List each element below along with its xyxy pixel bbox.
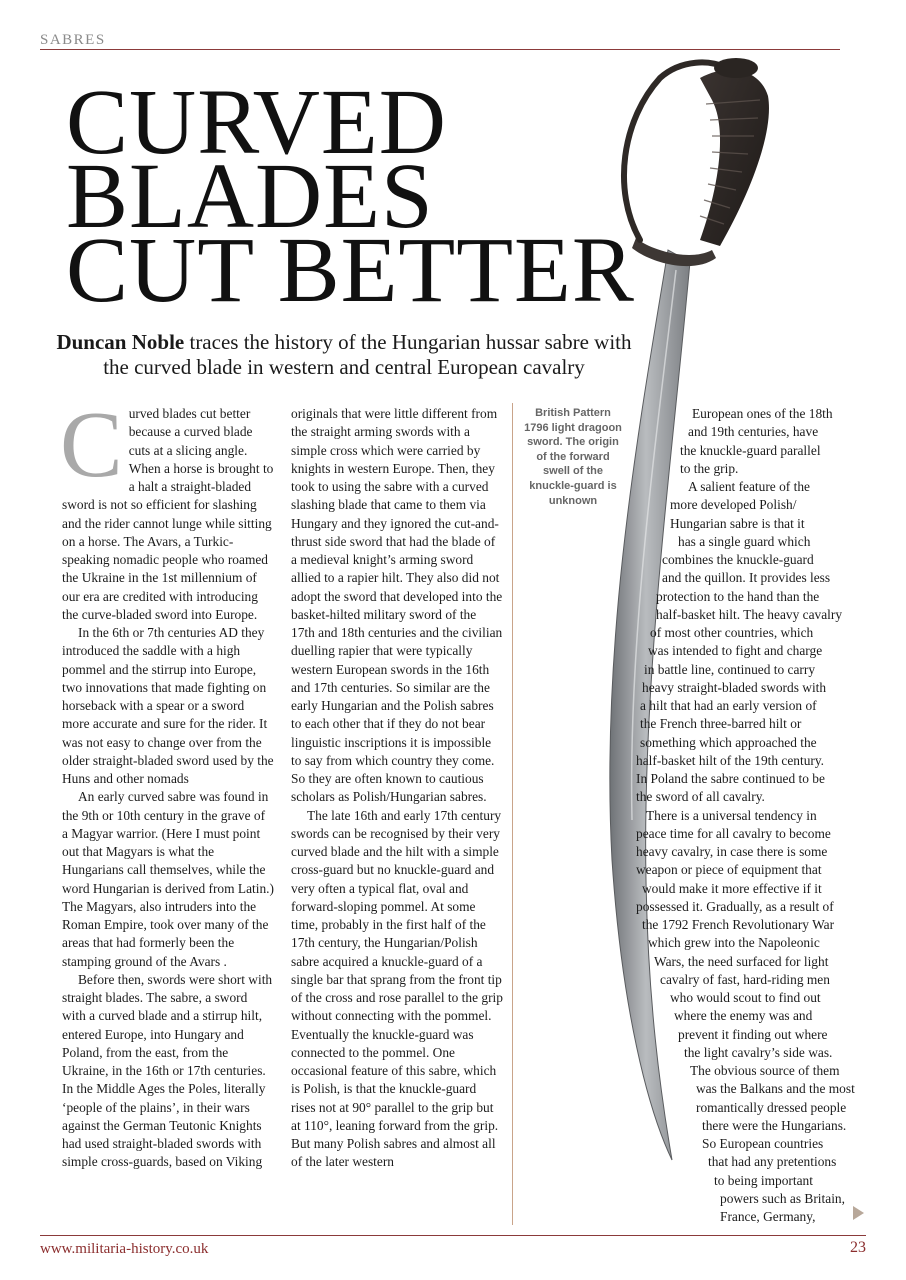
text-line: to being important (714, 1172, 813, 1188)
text-line: combines the knuckle-guard (662, 552, 814, 567)
text-line: a hilt that had an early version of (640, 698, 817, 713)
text-line: prevent it finding out where (678, 1026, 828, 1042)
text-line: more developed Polish/ (670, 497, 797, 513)
text-line: was the Balkans and the most (696, 1081, 855, 1097)
continue-arrow-icon (853, 1206, 864, 1220)
column-1 (60, 393, 274, 1172)
text-line: The obvious source of them (690, 1063, 840, 1078)
page-number: 23 (850, 1239, 866, 1256)
text-line: and the quillon. It provides less (662, 570, 831, 586)
standfirst (44, 330, 644, 380)
paragraph: urved blades cut better because a curved blade cuts at a slicing angle. When a horse is brought to a halt a straight-bladed sword is not so efficient for slashing and the rider cannot lunge while sitting on a horse. The Avars, a Turkic-speaking nomadic people who roamed the Ukraine in the 1st millennium of our era are credited with introducing the curve-bladed sword into Europe. (62, 406, 274, 622)
author-name: Duncan Noble (56, 330, 185, 354)
text-line: half-basket hilt of the 19th century. (636, 752, 825, 768)
headline-line: CUT BETTER (66, 219, 635, 322)
text-line: where the enemy was and (674, 1008, 813, 1024)
text-line: possessed it. Gradually, as a result of (636, 898, 834, 914)
paragraph: originals that were little different from the straight arming swords with a simple cross which were carried by knights in western Europe. Then, they took to using the sabre with a curved slashing blade that came to them via Hungary and they ignored the cut-and-thrust side sword that had the blade of a medieval knight’s arming sword allied to a rapier hilt. They also did not adopt the sword that developed into the basket-hilted military sword of the 17th and 18th centuries and the civilian duelling rapier that were typically western European swords in the 16th and 17th centuries. So similar are the early Hungarian and the Polish sabres to each other that if they do not bear linguistic inscriptions it is impossible to say from which country they come. So they are often known to cautious scholars as Polish/Hungarian sabres. (291, 406, 503, 805)
headline-line: CURVED (66, 71, 447, 174)
paragraph: The late 16th and early 17th century swords can be recognised by their very curved blade and the hilt with a simple cross-guard but no knuckle-guard and very often a typical flat, oval and forward-sloping pommel. At some time, probably in the first half of the 17th century, the Hungarian/Polish sabre acquired a knuckle-guard of a single bar that sprang from the front tip of the cross and rose parallel to the grip without connecting with the pommel. Eventually the knuckle-guard was connected to the pommel. One occasional feature of this sabre, which is Polish, is that the knuckle-guard rises not at 90° parallel to the grip but at 110°, leaning forward from the grip. But many Polish sabres and almost all of the later western (291, 807, 503, 1170)
text-line: So European countries (702, 1136, 824, 1151)
text-line: the light cavalry’s side was. (684, 1044, 833, 1060)
text-line: has a single guard which (678, 533, 811, 549)
text-line: heavy cavalry, in case there is some (636, 844, 828, 859)
text-line: that had any pretentions (708, 1154, 837, 1170)
text-line: European ones of the 18th (692, 406, 833, 421)
standfirst-text: traces the history of the Hungarian hussar sabre with the curved blade in western and central European cavalry (103, 330, 632, 379)
text-line: In Poland the sabre continued to be (636, 771, 825, 786)
column-2 (291, 405, 503, 1172)
text-line: was intended to fight and charge (648, 643, 823, 659)
text-line: romantically dressed people (696, 1099, 847, 1115)
text-line: half-basket hilt. The heavy cavalry (656, 606, 843, 622)
column-3 (630, 405, 855, 1226)
column-divider (512, 403, 513, 1225)
text-line: Wars, the need surfaced for light (654, 953, 829, 969)
text-line: the French three-barred hilt or (640, 716, 802, 732)
text-line: the knuckle-guard parallel (680, 442, 821, 458)
paragraph: In the 6th or 7th centuries AD they introduced the saddle with a high pommel and the stirrup into Europe, two innovations that made fighting on horseback with a spear or a sword more accurate and sure for the rider. It was not easy to change over from the older straight-bladed sword used by the Huns and other nomads (62, 625, 274, 786)
footer-url[interactable]: www.militaria-history.co.uk (40, 1241, 209, 1257)
text-line: heavy straight-bladed swords with (642, 679, 827, 695)
drop-cap: C (60, 393, 123, 497)
text-line: something which approached the (640, 734, 817, 750)
paragraph: Before then, swords were short with straight blades. The sabre, a sword with a curved blade and a stirrup hilt, entered Europe, into Hungary and Poland, from the east, from the Ukraine, in the 16th or 17th centuries. In the Middle Ages the Poles, literally ‘people of the plains’, in their wars against the German Teutonic Knights had used straight-bladed swords with simple cross-guards, based on Viking (62, 971, 273, 1170)
text-line: and 19th centuries, have (688, 424, 819, 440)
text-line: in battle line, continued to carry (644, 661, 816, 677)
top-rule (40, 49, 840, 50)
section-label: SABRES (40, 32, 106, 48)
text-line: weapon or piece of equipment that (636, 862, 822, 878)
photo-caption: British Pattern 1796 light dragoon sword. The origin of the forward swell of the knuckle-guard is unknown (524, 407, 622, 507)
text-line: There is a universal tendency in (646, 807, 817, 823)
text-line: there were the Hungarians. (702, 1117, 847, 1133)
text-line: protection to the hand than the (656, 588, 820, 604)
paragraph: An early curved sabre was found in the 9th or 10th century in the grave of a Magyar warrior. (Here I must point out that Magyars is what the Hungarians call themselves, while the word Hungarian is derived from Latin.) The Magyars, also intruders into the Roman Empire, took over many of the areas that had formerly been the stamping ground of the Avars . (62, 789, 274, 969)
text-line: which grew into the Napoleonic (648, 935, 820, 951)
text-line: would make it more effective if it (642, 880, 822, 896)
text-line: the 1792 French Revolutionary War (642, 917, 835, 932)
text-line: cavalry of fast, hard-riding men (660, 971, 830, 987)
text-line: who would scout to find out (670, 990, 821, 1005)
bottom-rule (40, 1235, 866, 1236)
text-line: powers such as Britain, (720, 1190, 845, 1206)
headline-line: BLADES (66, 145, 434, 248)
text-line: of most other countries, which (650, 625, 814, 640)
text-line: the sword of all cavalry. (636, 789, 765, 805)
text-line: to the grip. (680, 460, 739, 476)
text-line: peace time for all cavalry to become (636, 825, 831, 841)
headline (66, 71, 635, 322)
text-line: Hungarian sabre is that it (670, 515, 805, 531)
text-line: A salient feature of the (688, 479, 810, 494)
text-line: France, Germany, (720, 1209, 816, 1224)
